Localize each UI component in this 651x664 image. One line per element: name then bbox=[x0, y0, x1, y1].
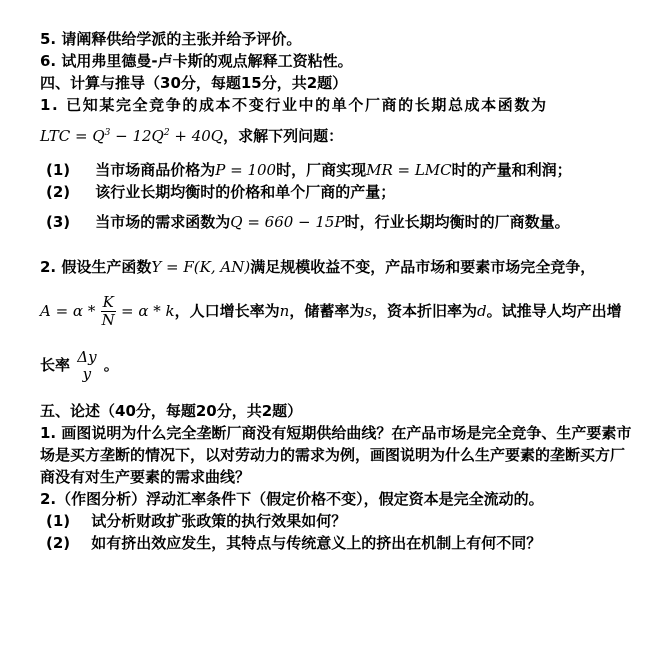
problem-2-rate-line bbox=[40, 345, 119, 385]
problem-2-text-a: 2. 假设生产函数 bbox=[40, 258, 152, 276]
price-formula: P = 100 bbox=[215, 161, 277, 179]
mr-lmc-formula: MR = LMC bbox=[366, 161, 452, 179]
production-function: Y = F(K, AN) bbox=[151, 258, 251, 276]
sub-3-text-a: 当市场的需求函数为 bbox=[95, 213, 231, 231]
problem-2-text-d: ，储蓄率为 bbox=[289, 302, 365, 320]
problem-1-sub-2 bbox=[46, 182, 395, 202]
ltc-formula: LTC = $Q^3 - 12Q^2 + 40Q$ bbox=[40, 127, 224, 145]
sub-2-number: (2) bbox=[46, 183, 71, 201]
fraction-numerator: K bbox=[102, 293, 114, 311]
rate-numerator: Δy bbox=[77, 347, 97, 366]
problem-2-text-c: ，人口增长率为 bbox=[174, 302, 280, 320]
rate-denominator: y bbox=[82, 364, 92, 383]
problem-1-sub-1 bbox=[46, 160, 572, 180]
problem-2-text-e: ，资本折旧率为 bbox=[372, 302, 478, 320]
demand-formula: Q = 660 − 15P bbox=[230, 213, 345, 231]
sub-1-text-b: 时，厂商实现 bbox=[276, 161, 367, 179]
problem-2-intro bbox=[40, 257, 595, 277]
equation-a: A = α * bbox=[40, 302, 96, 320]
problem-2-text-f: 。试推导人均产出增 bbox=[486, 302, 622, 320]
problem-1-ltc-line bbox=[40, 126, 343, 146]
essay-2-sub-2-number: (2) bbox=[46, 534, 71, 552]
essay-2-sub-1 bbox=[46, 511, 346, 531]
essay-2-sub-1-text: 试分析财政扩张政策的执行效果如何？ bbox=[91, 512, 347, 530]
essay-2-sub-1-number: (1) bbox=[46, 512, 71, 530]
sub-1-number: (1) bbox=[46, 161, 71, 179]
rate-label: 长率 bbox=[40, 356, 71, 374]
sub-1-text-a: 当市场商品价格为 bbox=[95, 161, 216, 179]
ltc-tail: ，求解下列问题： bbox=[223, 127, 344, 145]
essay-1-line-1: 1. 画图说明为什么完全垄断厂商没有短期供给曲线？在产品市场是完全竞争、生产要素市 bbox=[40, 424, 632, 442]
section-5-title: 五、论述（40分，每题20分，共2题） bbox=[40, 402, 303, 420]
essay-1-line-3: 商没有对生产要素的需求曲线？ bbox=[40, 468, 251, 486]
section-4-title: 四、计算与推导（30分，每题15分，共2题） bbox=[40, 74, 348, 92]
essay-2-sub-2-text: 如有挤出效应发生，其特点与传统意义上的挤出在机制上有何不同？ bbox=[91, 534, 542, 552]
question-5: 5. 请阐释供给学派的主张并给予评价。 bbox=[40, 30, 302, 48]
growth-rate-symbol: n bbox=[279, 302, 290, 320]
problem-1-intro: 1. 已知某完全竞争的成本不变行业中的单个厂商的长期总成本函数为 bbox=[40, 96, 548, 114]
problem-2-equation-line bbox=[40, 291, 622, 331]
problem-1-sub-3 bbox=[46, 212, 570, 232]
sub-2-text: 该行业长期均衡时的价格和单个厂商的产量； bbox=[95, 183, 396, 201]
saving-rate-symbol: s bbox=[364, 302, 373, 320]
delta-y-over-y-fraction bbox=[75, 349, 98, 383]
k-over-n-fraction bbox=[101, 294, 116, 329]
depreciation-symbol: d bbox=[477, 302, 487, 320]
essay-1-line-2: 场是买方垄断的情况下，以对劳动力的需求为例，画图说明为什么生产要素的垄断买方厂 bbox=[40, 446, 626, 464]
question-6: 6. 试用弗里德曼-卢卡斯的观点解释工资粘性。 bbox=[40, 52, 353, 70]
essay-2-line-1: 2.（作图分析）浮动汇率条件下（假定价格不变），假定资本是完全流动的。 bbox=[40, 490, 544, 508]
sub-3-text-b: 时，行业长期均衡时的厂商数量。 bbox=[344, 213, 570, 231]
problem-2-text-b: 满足规模收益不变，产品市场和要素市场完全竞争， bbox=[250, 258, 596, 276]
fraction-denominator: N bbox=[101, 311, 115, 329]
rate-end: 。 bbox=[103, 356, 119, 374]
essay-2-sub-2 bbox=[46, 533, 541, 553]
sub-3-number: (3) bbox=[46, 213, 71, 231]
equation-b: = α * k bbox=[121, 302, 175, 320]
sub-1-text-c: 时的产量和利润； bbox=[451, 161, 572, 179]
